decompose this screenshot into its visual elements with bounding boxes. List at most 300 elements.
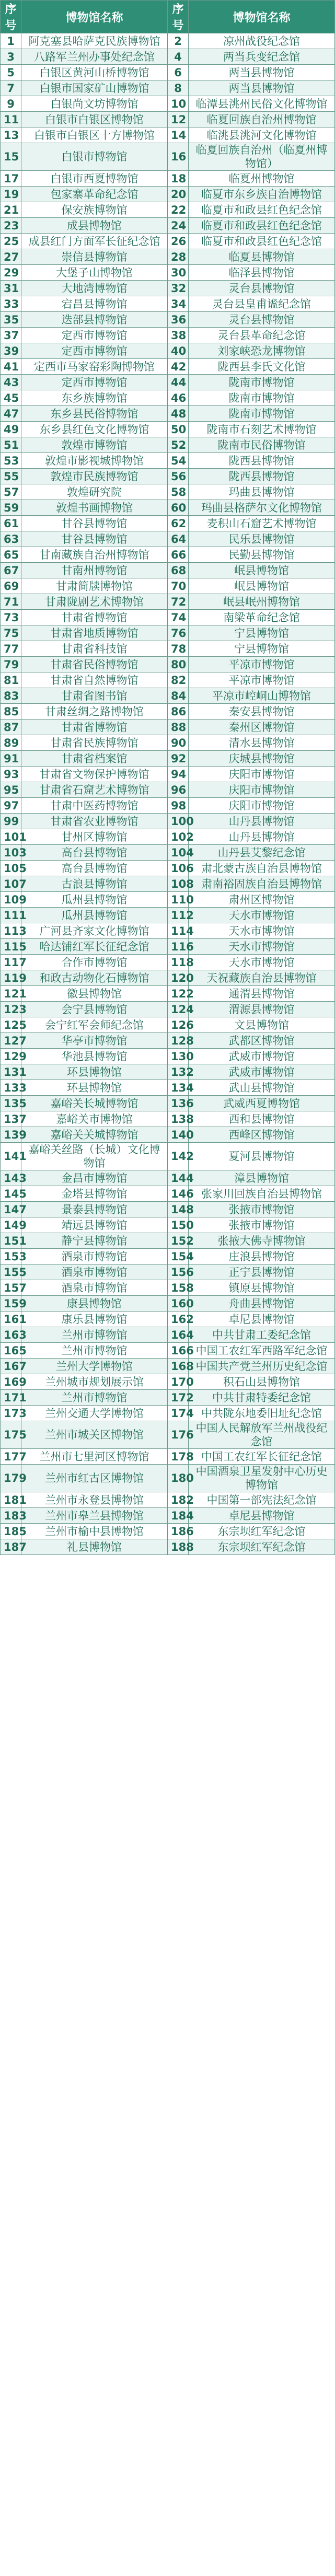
row-left-name: 景泰县博物馆: [21, 1202, 168, 1217]
row-left-no: 93: [1, 767, 21, 782]
table-row: [1, 312, 335, 328]
row-right-name: 山丹县博物馆: [189, 829, 335, 845]
row-right-no: 68: [168, 563, 189, 578]
table-row: [1, 187, 335, 202]
row-left-no: 129: [1, 1049, 21, 1064]
row-left-no: 83: [1, 688, 21, 704]
row-left-no: 31: [1, 281, 21, 296]
table-row: [1, 625, 335, 641]
row-left-no: 127: [1, 1033, 21, 1049]
row-left-name: 兰州市博物馆: [21, 1327, 168, 1343]
row-left-no: 121: [1, 986, 21, 1002]
row-right-name: 张掖大佛寺博物馆: [189, 1233, 335, 1249]
row-right-no: 170: [168, 1374, 189, 1390]
row-right-no: 62: [168, 516, 189, 531]
table-row: [1, 594, 335, 610]
table-row: [1, 328, 335, 343]
table-row: [1, 688, 335, 704]
table-row: [1, 1359, 335, 1374]
row-left-name: 白银市西夏博物馆: [21, 171, 168, 187]
table-row: [1, 1049, 335, 1064]
header-right-no: 序号: [168, 1, 189, 33]
row-right-no: 96: [168, 782, 189, 798]
row-left-name: 敦煌书画博物馆: [21, 500, 168, 516]
table-row: [1, 908, 335, 923]
row-right-name: 天水市博物馆: [189, 955, 335, 970]
table-row: [1, 751, 335, 767]
table-row: [1, 469, 335, 484]
row-right-no: 10: [168, 96, 189, 112]
row-right-name: 清水县博物馆: [189, 735, 335, 751]
row-left-name: 定西市马家窑彩陶博物馆: [21, 359, 168, 375]
row-right-no: 76: [168, 625, 189, 641]
row-right-no: 90: [168, 735, 189, 751]
table-row: [1, 563, 335, 578]
row-right-no: 158: [168, 1280, 189, 1296]
row-left-name: 华池县博物馆: [21, 1049, 168, 1064]
row-right-no: 172: [168, 1390, 189, 1406]
row-left-name: 甘肃省地质博物馆: [21, 625, 168, 641]
row-left-no: 27: [1, 249, 21, 265]
table-row: [1, 892, 335, 908]
table-row: [1, 1406, 335, 1421]
row-left-no: 165: [1, 1343, 21, 1359]
row-right-name: 武山县博物馆: [189, 1080, 335, 1096]
row-right-name: 张掖市博物馆: [189, 1217, 335, 1233]
row-left-name: 包家寨革命纪念馆: [21, 187, 168, 202]
row-left-name: 甘肃省农业博物馆: [21, 814, 168, 829]
row-right-no: 20: [168, 187, 189, 202]
row-right-no: 78: [168, 641, 189, 657]
table-row: [1, 1343, 335, 1359]
row-left-name: 八路军兰州办事处纪念馆: [21, 49, 168, 65]
table-row: [1, 500, 335, 516]
row-right-name: 山丹县博物馆: [189, 814, 335, 829]
row-left-name: 东乡族博物馆: [21, 390, 168, 406]
row-left-no: 69: [1, 578, 21, 594]
row-right-no: 130: [168, 1049, 189, 1064]
table-row: [1, 672, 335, 688]
table-body: [1, 33, 335, 1555]
row-right-name: 天水市博物馆: [189, 923, 335, 939]
row-right-no: 94: [168, 767, 189, 782]
table-row: [1, 641, 335, 657]
row-left-no: 161: [1, 1312, 21, 1327]
table-row: [1, 1539, 335, 1555]
table-row: [1, 218, 335, 234]
row-right-name: 卓尼县博物馆: [189, 1312, 335, 1327]
row-left-name: 甘肃中医药博物馆: [21, 798, 168, 814]
row-left-no: 43: [1, 375, 21, 390]
row-right-name: 肃南裕固族自治县博物馆: [189, 876, 335, 892]
row-left-name: 成县红门方面军长征纪念馆: [21, 234, 168, 249]
row-left-name: 甘肃简牍博物馆: [21, 578, 168, 594]
row-left-no: 13: [1, 127, 21, 143]
row-right-no: 52: [168, 437, 189, 453]
row-left-no: 151: [1, 1233, 21, 1249]
row-left-no: 107: [1, 876, 21, 892]
table-row: [1, 1492, 335, 1508]
row-right-no: 132: [168, 1064, 189, 1080]
row-right-name: 陇南市民俗博物馆: [189, 437, 335, 453]
row-right-name: 临泽县博物馆: [189, 265, 335, 281]
row-right-no: 188: [168, 1539, 189, 1555]
row-left-no: 95: [1, 782, 21, 798]
row-left-no: 37: [1, 328, 21, 343]
row-left-no: 109: [1, 892, 21, 908]
table-row: [1, 547, 335, 563]
row-right-no: 84: [168, 688, 189, 704]
row-right-name: 陇南市博物馆: [189, 375, 335, 390]
row-left-no: 15: [1, 143, 21, 171]
row-right-name: 临夏县博物馆: [189, 249, 335, 265]
row-right-name: 卓尼县博物馆: [189, 1508, 335, 1524]
row-right-name: 积石山县博物馆: [189, 1374, 335, 1390]
table-row: [1, 1217, 335, 1233]
table-row: [1, 1421, 335, 1449]
table-row: [1, 202, 335, 218]
row-left-name: 白银区黄河山桥博物馆: [21, 65, 168, 80]
table-row: [1, 1465, 335, 1492]
row-right-name: 临夏市东乡族自治博物馆: [189, 187, 335, 202]
row-left-no: 89: [1, 735, 21, 751]
row-right-name: 中国酒泉卫星发射中心历史博物馆: [189, 1465, 335, 1492]
row-right-no: 166: [168, 1343, 189, 1359]
row-right-no: 30: [168, 265, 189, 281]
row-left-name: 华亭市博物馆: [21, 1033, 168, 1049]
row-right-name: 正宁县博物馆: [189, 1264, 335, 1280]
row-left-name: 甘肃省石窟艺术博物馆: [21, 782, 168, 798]
row-right-name: 临夏回族自治州博物馆: [189, 112, 335, 127]
row-left-name: 白银市白银区博物馆: [21, 112, 168, 127]
row-right-name: 民乐县博物馆: [189, 531, 335, 547]
table-row: [1, 1064, 335, 1080]
table-row: [1, 1296, 335, 1312]
table-row: [1, 143, 335, 171]
row-left-no: 139: [1, 1127, 21, 1143]
row-left-name: 甘肃省博物馆: [21, 610, 168, 625]
row-left-name: 阿克塞县哈萨克民族博物馆: [21, 33, 168, 49]
row-right-name: 宁县博物馆: [189, 625, 335, 641]
row-left-name: 甘肃省自然博物馆: [21, 672, 168, 688]
row-left-name: 宕昌县博物馆: [21, 296, 168, 312]
row-right-no: 160: [168, 1296, 189, 1312]
row-left-no: 167: [1, 1359, 21, 1374]
row-right-name: 灵台县皇甫谧纪念馆: [189, 296, 335, 312]
table-row: [1, 65, 335, 80]
row-right-no: 176: [168, 1421, 189, 1449]
table-row: [1, 923, 335, 939]
row-left-name: 白银市国家矿山博物馆: [21, 80, 168, 96]
table-row: [1, 657, 335, 672]
table-row: [1, 1080, 335, 1096]
row-left-no: 49: [1, 422, 21, 437]
row-right-no: 136: [168, 1096, 189, 1111]
row-right-name: 夏河县博物馆: [189, 1143, 335, 1170]
row-left-no: 125: [1, 1017, 21, 1033]
row-right-no: 180: [168, 1465, 189, 1492]
row-right-no: 8: [168, 80, 189, 96]
row-left-no: 65: [1, 547, 21, 563]
row-right-name: 两当县博物馆: [189, 65, 335, 80]
row-right-no: 148: [168, 1202, 189, 1217]
row-right-no: 12: [168, 112, 189, 127]
row-right-no: 98: [168, 798, 189, 814]
row-right-no: 102: [168, 829, 189, 845]
row-right-name: 中国工农红军西路军纪念馆: [189, 1343, 335, 1359]
row-left-no: 81: [1, 672, 21, 688]
row-left-name: 酒泉市博物馆: [21, 1280, 168, 1296]
table-row: [1, 1202, 335, 1217]
table-row: [1, 704, 335, 720]
row-left-name: 兰州市七里河区博物馆: [21, 1449, 168, 1465]
row-left-no: 135: [1, 1096, 21, 1111]
row-left-name: 白银市白银区十方博物馆: [21, 127, 168, 143]
row-left-name: 东乡县红色文化博物馆: [21, 422, 168, 437]
row-left-name: 瓜州县博物馆: [21, 908, 168, 923]
row-right-name: 西和县博物馆: [189, 1111, 335, 1127]
table-header-row: [1, 1, 335, 33]
row-left-name: 酒泉市博物馆: [21, 1249, 168, 1264]
row-left-no: 23: [1, 218, 21, 234]
table-row: [1, 80, 335, 96]
row-left-no: 155: [1, 1264, 21, 1280]
row-right-no: 22: [168, 202, 189, 218]
row-left-no: 101: [1, 829, 21, 845]
table-row: [1, 1264, 335, 1280]
row-right-name: 麦积山石窟艺术博物馆: [189, 516, 335, 531]
row-left-name: 定西市博物馆: [21, 328, 168, 343]
table-row: [1, 1390, 335, 1406]
row-right-no: 120: [168, 970, 189, 986]
table-row: [1, 422, 335, 437]
row-right-name: 陇西县李氏文化馆: [189, 359, 335, 375]
row-left-no: 5: [1, 65, 21, 80]
row-right-name: 天祝藏族自治县博物馆: [189, 970, 335, 986]
row-right-no: 82: [168, 672, 189, 688]
row-right-no: 66: [168, 547, 189, 563]
row-left-no: 55: [1, 469, 21, 484]
row-left-no: 175: [1, 1421, 21, 1449]
row-left-name: 甘肃省科技馆: [21, 641, 168, 657]
row-left-no: 99: [1, 814, 21, 829]
row-right-name: 临夏市和政县红色纪念馆: [189, 202, 335, 218]
row-left-no: 179: [1, 1465, 21, 1492]
row-right-no: 44: [168, 375, 189, 390]
table-row: [1, 343, 335, 359]
row-left-name: 甘肃省博物馆: [21, 720, 168, 735]
row-right-no: 16: [168, 143, 189, 171]
row-right-name: 玛曲县格萨尔文化博物馆: [189, 500, 335, 516]
row-right-no: 32: [168, 281, 189, 296]
row-right-no: 152: [168, 1233, 189, 1249]
table-row: [1, 735, 335, 751]
row-right-name: 山丹县艾黎纪念馆: [189, 845, 335, 861]
table-row: [1, 390, 335, 406]
row-right-no: 128: [168, 1033, 189, 1049]
table-row: [1, 1017, 335, 1033]
row-right-name: 庆阳市博物馆: [189, 767, 335, 782]
row-right-no: 36: [168, 312, 189, 328]
row-right-no: 154: [168, 1249, 189, 1264]
row-right-name: 镇原县博物馆: [189, 1280, 335, 1296]
row-right-no: 4: [168, 49, 189, 65]
row-right-no: 168: [168, 1359, 189, 1374]
table-row: [1, 375, 335, 390]
row-left-no: 7: [1, 80, 21, 96]
row-right-name: 张掖市博物馆: [189, 1202, 335, 1217]
row-right-name: 武威市博物馆: [189, 1064, 335, 1080]
table-row: [1, 112, 335, 127]
row-left-name: 敦煌研究院: [21, 484, 168, 500]
row-right-no: 116: [168, 939, 189, 955]
row-left-name: 大堡子山博物馆: [21, 265, 168, 281]
row-left-no: 173: [1, 1406, 21, 1421]
row-right-name: 庆城县博物馆: [189, 751, 335, 767]
table-row: [1, 249, 335, 265]
row-left-no: 119: [1, 970, 21, 986]
row-right-no: 134: [168, 1080, 189, 1096]
row-right-name: 庆阳市博物馆: [189, 798, 335, 814]
table-row: [1, 453, 335, 469]
row-left-name: 康乐县博物馆: [21, 1312, 168, 1327]
table-row: [1, 1186, 335, 1202]
row-right-name: 玛曲县博物馆: [189, 484, 335, 500]
row-right-name: 岷县博物馆: [189, 563, 335, 578]
row-right-name: 民勤县博物馆: [189, 547, 335, 563]
table-row: [1, 798, 335, 814]
row-left-no: 87: [1, 720, 21, 735]
row-right-no: 138: [168, 1111, 189, 1127]
row-right-name: 舟曲县博物馆: [189, 1296, 335, 1312]
table-row: [1, 1127, 335, 1143]
row-left-no: 133: [1, 1080, 21, 1096]
row-right-no: 6: [168, 65, 189, 80]
row-left-name: 高台县博物馆: [21, 861, 168, 876]
row-right-no: 108: [168, 876, 189, 892]
row-left-no: 67: [1, 563, 21, 578]
row-right-no: 24: [168, 218, 189, 234]
row-right-no: 144: [168, 1170, 189, 1186]
row-right-name: 陇南市博物馆: [189, 390, 335, 406]
row-right-name: 武都区博物馆: [189, 1033, 335, 1049]
table-row: [1, 33, 335, 49]
table-row: [1, 531, 335, 547]
row-left-name: 会宁红军会师纪念馆: [21, 1017, 168, 1033]
row-left-name: 兰州交通大学博物馆: [21, 1406, 168, 1421]
row-right-name: 平凉市崆峒山博物馆: [189, 688, 335, 704]
row-right-name: 中国第一部宪法纪念馆: [189, 1492, 335, 1508]
row-right-name: 岷县博物馆: [189, 578, 335, 594]
row-right-name: 平凉市博物馆: [189, 657, 335, 672]
row-left-no: 85: [1, 704, 21, 720]
row-right-name: 中国人民解放军兰州战役纪念馆: [189, 1421, 335, 1449]
row-left-no: 11: [1, 112, 21, 127]
row-left-name: 大地湾博物馆: [21, 281, 168, 296]
table-row: [1, 265, 335, 281]
row-left-no: 143: [1, 1170, 21, 1186]
row-left-no: 137: [1, 1111, 21, 1127]
row-left-name: 甘南州博物馆: [21, 563, 168, 578]
row-left-no: 61: [1, 516, 21, 531]
table-row: [1, 578, 335, 594]
row-right-no: 122: [168, 986, 189, 1002]
row-left-no: 91: [1, 751, 21, 767]
row-right-name: 中共甘肃特委纪念馆: [189, 1390, 335, 1406]
row-right-name: 西峰区博物馆: [189, 1127, 335, 1143]
row-left-no: 53: [1, 453, 21, 469]
row-right-no: 184: [168, 1508, 189, 1524]
row-left-name: 崇信县博物馆: [21, 249, 168, 265]
row-left-no: 63: [1, 531, 21, 547]
row-right-name: 临洮县洮河文化博物馆: [189, 127, 335, 143]
table-row: [1, 986, 335, 1002]
row-right-name: 临夏回族自治州（临夏州博物馆）: [189, 143, 335, 171]
row-left-name: 成县博物馆: [21, 218, 168, 234]
table-row: [1, 1312, 335, 1327]
row-left-name: 敦煌市博物馆: [21, 437, 168, 453]
row-right-name: 临夏州博物馆: [189, 171, 335, 187]
row-left-name: 酒泉市博物馆: [21, 1264, 168, 1280]
table-row: [1, 1449, 335, 1465]
row-left-no: 33: [1, 296, 21, 312]
row-left-name: 合作市博物馆: [21, 955, 168, 970]
row-right-name: 两当县博物馆: [189, 80, 335, 96]
row-right-name: 两当兵变纪念馆: [189, 49, 335, 65]
table-row: [1, 1249, 335, 1264]
row-right-no: 38: [168, 328, 189, 343]
row-right-name: 武威市博物馆: [189, 1049, 335, 1064]
row-right-no: 70: [168, 578, 189, 594]
row-left-name: 兰州市红古区博物馆: [21, 1465, 168, 1492]
table-row: [1, 49, 335, 65]
row-right-name: 东宗坝红军纪念馆: [189, 1524, 335, 1539]
row-right-name: 渭源县博物馆: [189, 1002, 335, 1017]
row-right-name: 灵台县革命纪念馆: [189, 328, 335, 343]
row-right-name: 中共甘肃工委纪念馆: [189, 1327, 335, 1343]
row-right-name: 陇西县博物馆: [189, 469, 335, 484]
row-right-name: 庄浪县博物馆: [189, 1249, 335, 1264]
row-right-no: 178: [168, 1449, 189, 1465]
row-left-name: 兰州市皋兰县博物馆: [21, 1508, 168, 1524]
header-left-no: 序号: [1, 1, 21, 33]
row-right-no: 104: [168, 845, 189, 861]
row-right-no: 92: [168, 751, 189, 767]
row-left-no: 29: [1, 265, 21, 281]
row-left-name: 会宁县博物馆: [21, 1002, 168, 1017]
row-left-name: 嘉峪关长城博物馆: [21, 1096, 168, 1111]
row-right-name: 通渭县博物馆: [189, 986, 335, 1002]
row-right-name: 天水市博物馆: [189, 908, 335, 923]
row-left-name: 嘉峪关丝路（长城）文化博物馆: [21, 1143, 168, 1170]
row-left-name: 甘谷县博物馆: [21, 531, 168, 547]
row-left-no: 153: [1, 1249, 21, 1264]
row-left-no: 149: [1, 1217, 21, 1233]
row-right-name: 庆阳市博物馆: [189, 782, 335, 798]
row-left-name: 徽县博物馆: [21, 986, 168, 1002]
row-left-name: 甘肃陇剧艺术博物馆: [21, 594, 168, 610]
row-right-no: 46: [168, 390, 189, 406]
row-left-name: 兰州城市规划展示馆: [21, 1374, 168, 1390]
row-left-no: 39: [1, 343, 21, 359]
row-left-name: 敦煌市民族博物馆: [21, 469, 168, 484]
row-left-no: 79: [1, 657, 21, 672]
row-left-name: 定西市博物馆: [21, 343, 168, 359]
table-row: [1, 1327, 335, 1343]
row-left-name: 高台县博物馆: [21, 845, 168, 861]
row-left-no: 57: [1, 484, 21, 500]
table-row: [1, 1524, 335, 1539]
